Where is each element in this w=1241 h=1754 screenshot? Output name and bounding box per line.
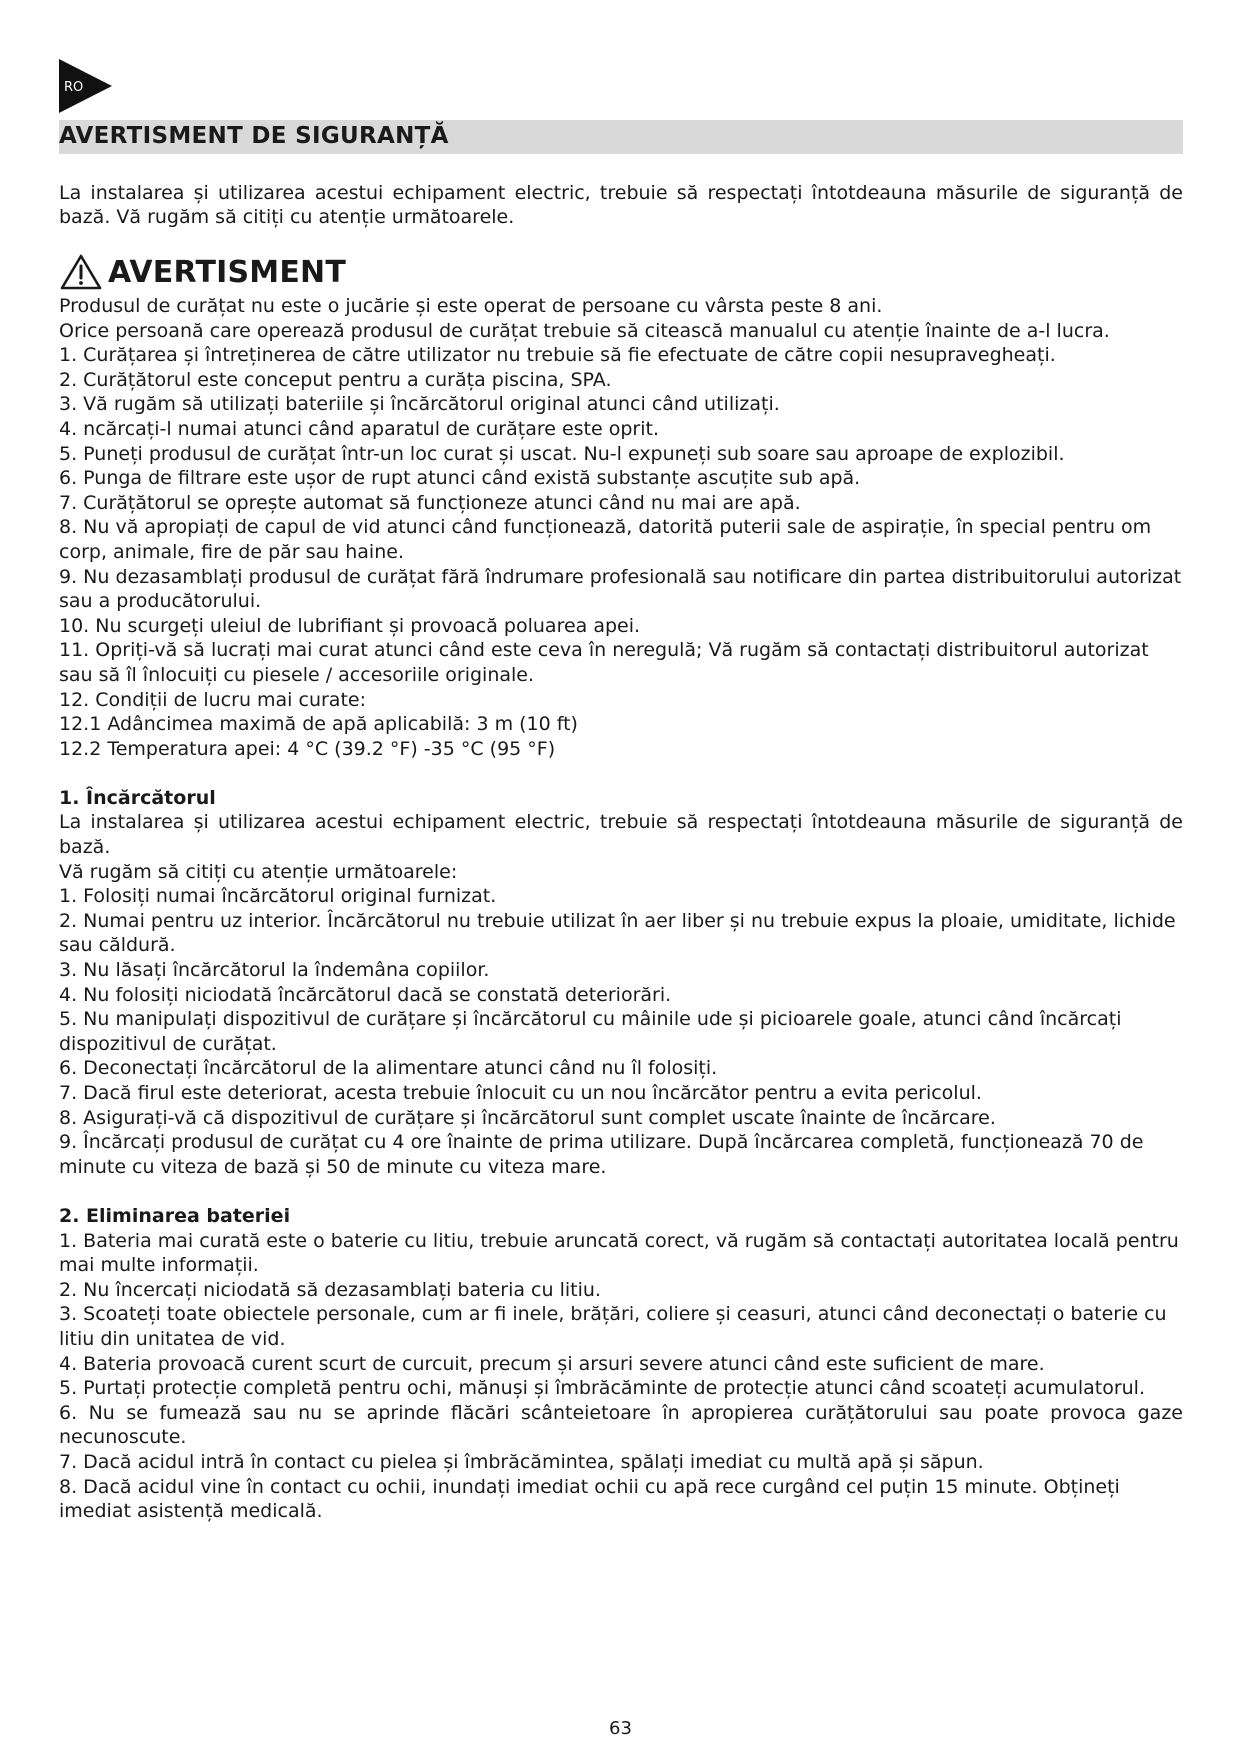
warning-line: 9. Nu dezasamblați produsul de curățat fără îndrumare profesională sau notificare din partea distribuitorului autorizat sau a producătorului. <box>59 565 1182 613</box>
charger-line: 1. Folosiți numai încărcătorul original furnizat. <box>59 885 497 908</box>
warning-line: 12.1 Adâncimea maximă de apă aplicabilă: 3 m (10 ft) <box>59 713 578 736</box>
charger-line: Vă rugăm să citiți cu atenție următoarele: <box>59 860 458 883</box>
battery-line: 1. Bateria mai curată este o baterie cu litiu, trebuie aruncată corect, vă rugăm să contactați autoritatea locală pentru mai multe informații. <box>59 1229 1179 1277</box>
page-title: AVERTISMENT DE SIGURANȚĂ <box>59 123 449 149</box>
charger-line: 2. Numai pentru uz interior. Încărcătorul nu trebuie utilizat în aer liber și nu trebuie expus la ploaie, umiditate, lichide sau căldură. <box>59 909 1176 957</box>
warning-line: 6. Punga de filtrare este ușor de rupt atunci când există substanțe ascuțite sub apă. <box>59 467 861 490</box>
page-number: 63 <box>609 1718 632 1739</box>
battery-line: 7. Dacă acidul intră în contact cu pielea și îmbrăcămintea, spălați imediat cu multă apă și săpun. <box>59 1450 984 1473</box>
warning-line: 5. Puneți produsul de curățat într-un loc curat și uscat. Nu-l expuneți sub soare sau aproape de explozibil. <box>59 442 1065 465</box>
intro-paragraph: La instalarea și utilizarea acestui echipament electric, trebuie să respectați întotdeauna măsurile de siguranță de bază. Vă rugăm să citiți cu atenție următoarele. <box>59 182 1183 228</box>
charger-line: 9. Încărcați produsul de curățat cu 4 ore înainte de prima utilizare. După încărcarea completă, funcționează 70 de minute cu viteza de bază și 50 de minute cu viteza mare. <box>59 1131 1144 1178</box>
battery-line: 2. Nu încercați niciodată să dezasamblați bateria cu litiu. <box>59 1278 601 1301</box>
warning-line: 10. Nu scurgeți uleiul de lubrifiant și provoacă poluarea apei. <box>59 614 641 637</box>
battery-line: 3. Scoateți toate obiectele personale, cum ar fi inele, brățări, coliere și ceasuri, atunci când deconectați o baterie cu litiu din unitatea de vid. <box>59 1303 1167 1350</box>
charger-heading: 1. Încărcătorul <box>59 786 216 809</box>
charger-line: 7. Dacă firul este deteriorat, acesta trebuie înlocuit cu un nou încărcător pentru a evita pericolul. <box>59 1082 982 1104</box>
battery-line: 8. Dacă acidul vine în contact cu ochii, inundați imediat ochii cu apă rece curgând cel puțin 15 minute. Obțineți imediat asistență medicală. <box>59 1475 1120 1523</box>
warning-heading <box>59 250 346 294</box>
warning-line: Produsul de curățat nu este o jucărie și este operat de persoane cu vârsta peste 8 ani. <box>59 295 883 317</box>
warning-line: 12. Condiții de lucru mai curate: <box>59 688 366 711</box>
language-label: RO <box>64 80 84 95</box>
charger-line: 4. Nu folosiți niciodată încărcătorul dacă se constată deteriorări. <box>59 983 672 1006</box>
charger-section <box>59 786 1183 1180</box>
document-body <box>59 294 1183 1524</box>
warning-line: 7. Curățătorul se oprește automat să funcționeze atunci când nu mai are apă. <box>59 491 801 514</box>
warning-list <box>59 294 1183 761</box>
charger-line: 8. Asigurați-vă că dispozitivul de curățare și încărcătorul sunt complet uscate înainte de încărcare. <box>59 1106 996 1129</box>
battery-line: 6. Nu se fumează sau nu se aprinde flăcări scânteietoare în apropierea curățătorului sau poate provoca gaze necunoscute. <box>59 1401 1183 1449</box>
warning-line: 1. Curățarea și întreținerea de către utilizator nu trebuie să fie efectuate de către copii nesupravegheați. <box>59 344 1056 367</box>
language-tab <box>59 59 112 113</box>
section-title-bar <box>59 120 1183 154</box>
battery-section <box>59 1204 1183 1524</box>
warning-line: 3. Vă rugăm să utilizați bateriile și încărcătorul original atunci când utilizați. <box>59 393 780 416</box>
warning-heading-text: AVERTISMENT <box>108 254 346 290</box>
warning-line: Orice persoană care operează produsul de curățat trebuie să citească manualul cu atenție înainte de a-l lucra. <box>59 319 1110 342</box>
warning-line: 4. ncărcați-l numai atunci când aparatul de curățare este oprit. <box>59 417 660 440</box>
battery-line: 4. Bateria provoacă curent scurt de curcuit, precum și arsuri severe atunci când este suficient de mare. <box>59 1352 1045 1375</box>
warning-line: 12.2 Temperatura apei: 4 °C (39.2 °F) -35 °C (95 °F) <box>59 737 556 760</box>
charger-line: 3. Nu lăsați încărcătorul la îndemâna copiilor. <box>59 959 490 982</box>
warning-line: 11. Opriți-vă să lucrați mai curat atunci când este ceva în neregulă; Vă rugăm să contactați distribuitorul autorizat sau să îl înlocuiți cu piesele / accesoriile originale. <box>59 639 1149 686</box>
battery-heading: 2. Eliminarea bateriei <box>59 1204 291 1227</box>
charger-line: La instalarea și utilizarea acestui echipament electric, trebuie să respectați întotdeauna măsurile de siguranță de bază. <box>59 811 1183 859</box>
warning-line: 2. Curățătorul este conceput pentru a curăța piscina, SPA. <box>59 368 612 391</box>
warning-triangle-icon <box>59 253 103 291</box>
charger-line: 5. Nu manipulați dispozitivul de curățare și încărcătorul cu mâinile ude și picioarele goale, atunci când încărcați dispozitivul de curățat. <box>59 1008 1122 1055</box>
battery-line: 5. Purtați protecție completă pentru ochi, mănuși și îmbrăcăminte de protecție atunci când scoateți acumulatorul. <box>59 1377 1145 1400</box>
charger-line: 6. Deconectați încărcătorul de la alimentare atunci când nu îl folosiți. <box>59 1057 718 1080</box>
warning-line: 8. Nu vă apropiați de capul de vid atunci când funcționează, datorită puterii sale de aspirație, în special pentru om corp, animale, fire de păr sau haine. <box>59 516 1152 563</box>
